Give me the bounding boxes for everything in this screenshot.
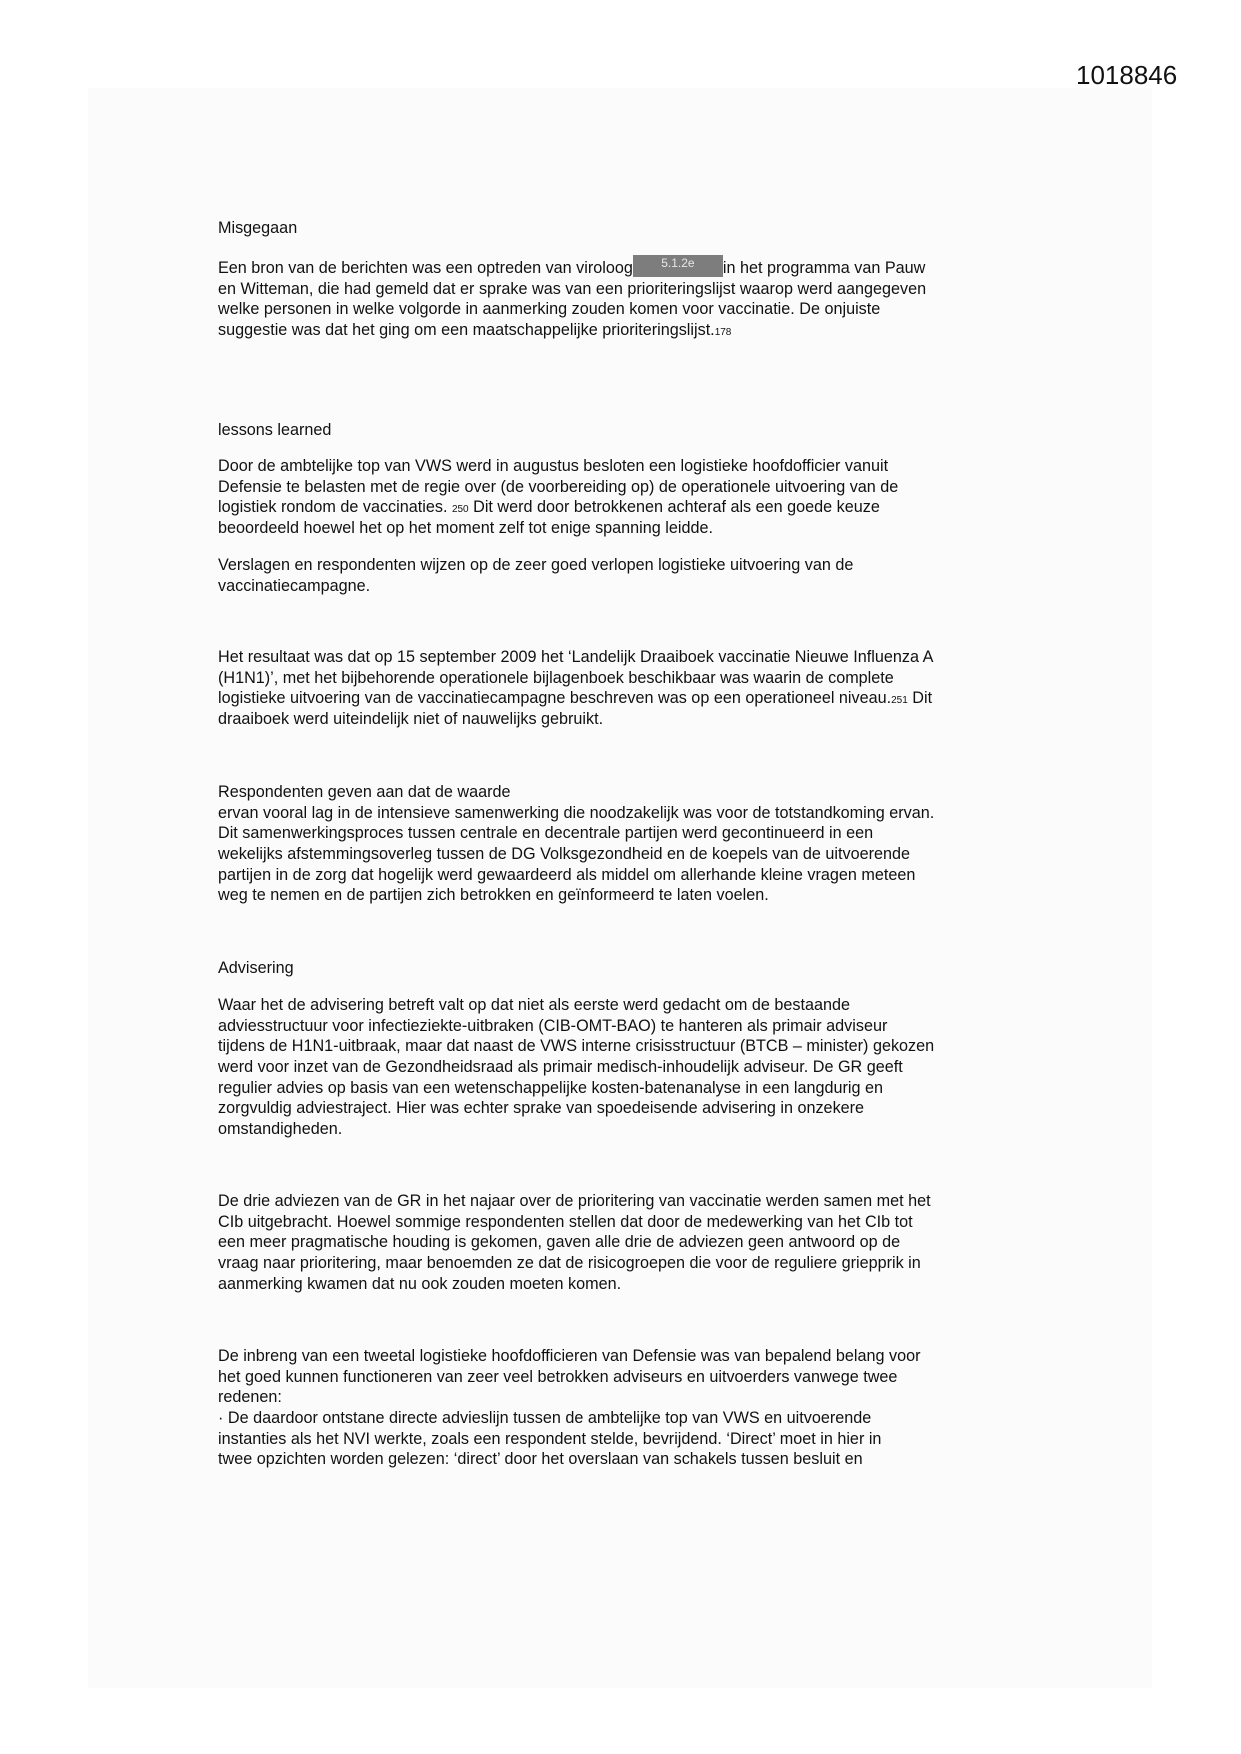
text-line — [218, 420, 1038, 441]
text-segment: Advisering — [218, 959, 294, 977]
text-segment: Dit — [907, 689, 933, 708]
paragraph-verslagen — [218, 555, 1038, 596]
text-segment: Dit samenwerkingsproces tussen centrale en decentrale partijen werd gecontinueerd in een — [218, 824, 874, 843]
text-line — [218, 844, 1038, 865]
text-line — [218, 709, 1038, 730]
footnote-reference: 251 — [891, 695, 908, 707]
text-line — [218, 668, 1038, 689]
text-segment: CIb uitgebracht. Hoewel sommige respondenten stellen dat door de medewerking van het CIb tot — [218, 1212, 913, 1231]
footnote-reference: 178 — [714, 327, 732, 339]
text-line — [218, 1119, 1038, 1140]
text-segment: Defensie te belasten met de regie over (de voorbereiding op) de operationele uitvoering van de — [218, 477, 899, 496]
redaction-box: 5.1.2e — [633, 255, 723, 277]
text-line — [218, 958, 1038, 979]
paragraph-advisering — [218, 995, 1038, 1140]
text-segment: zorgvuldig adviestraject. Hier was echter sprake van spoedeisende advisering in onzekere — [218, 1099, 865, 1118]
text-line — [218, 1408, 1038, 1429]
text-segment: De drie adviezen van de GR in het najaar over de prioritering van vaccinatie werden samen met het — [218, 1192, 931, 1210]
text-line — [218, 995, 1038, 1016]
text-segment: het goed kunnen functioneren van zeer veel betrokken adviseurs en uitvoerders vanwege twee — [218, 1367, 898, 1386]
text-segment: vaccinatiecampagne. — [218, 576, 371, 595]
text-segment: regulier advies op basis van een wetenschappelijke kosten-batenanalyse in een langdurig en — [218, 1078, 884, 1097]
text-line — [218, 258, 1038, 279]
text-line — [218, 1078, 1038, 1099]
text-segment: Door de ambtelijke top van VWS werd in augustus besloten een logistieke hoofdofficier vanuit — [218, 457, 889, 475]
text-line — [218, 497, 1038, 518]
text-segment: partijen in de zorg dat hogelijk werd gewaardeerd als middel om allerhande kleine vragen meteen — [218, 865, 916, 884]
text-line — [218, 1191, 1038, 1212]
text-line — [218, 1098, 1038, 1119]
heading-lessons-learned — [218, 420, 1038, 441]
text-line — [218, 688, 1038, 709]
text-line — [218, 218, 1038, 239]
text-line — [218, 1232, 1038, 1253]
text-line — [218, 1429, 1038, 1450]
text-segment: weg te nemen en de partijen zich betrokken en geïnformeerd te laten voelen. — [218, 886, 769, 905]
text-line — [218, 555, 1038, 576]
text-segment: Waar het de advisering betreft valt op dat niet als eerste werd gedacht om de bestaande — [218, 996, 850, 1014]
text-line — [218, 456, 1038, 477]
text-segment: Een bron van de berichten was een optreden van viroloog — [218, 259, 633, 277]
text-line — [218, 1036, 1038, 1057]
text-segment: Respondenten geven aan dat de waarde — [218, 783, 511, 801]
text-segment: aanmerking kwamen dat nu ook zouden moeten komen. — [218, 1274, 622, 1293]
text-segment: De inbreng van een tweetal logistieke hoofdofficieren van Defensie was van bepalend belang voor — [218, 1347, 921, 1365]
text-segment: ervan vooral lag in de intensieve samenwerking die noodzakelijk was voor de totstandkoming ervan. — [218, 803, 935, 822]
paragraph-ambtelijke-top — [218, 456, 1038, 539]
text-segment: vraag naar prioritering, maar benoemden ze dat de risicogroepen die voor de reguliere griepprik in — [218, 1254, 921, 1273]
text-line — [218, 477, 1038, 498]
text-line — [218, 1057, 1038, 1078]
text-segment: werd voor inzet van de Gezondheidsraad als primair medisch-inhoudelijk adviseur. De GR geeft — [218, 1058, 903, 1077]
text-segment: Verslagen en respondenten wijzen op de zeer goed verlopen logistieke uitvoering van de — [218, 556, 854, 574]
text-line — [218, 279, 1038, 300]
text-segment: logistiek rondom de vaccinaties. — [218, 498, 452, 517]
text-line — [218, 1212, 1038, 1233]
text-segment: (H1N1)’, met het bijbehorende operationele bijlagenboek beschikbaar was waarin de complete — [218, 668, 894, 687]
text-line — [218, 885, 1038, 906]
text-segment: logistieke uitvoering van de vaccinatiecampagne beschreven was op een operationeel niveau. — [218, 689, 892, 708]
text-segment: suggestie was dat het ging om een maatschappelijke prioriteringslijst. — [218, 321, 715, 340]
text-line — [218, 1346, 1038, 1367]
text-line — [218, 1387, 1038, 1408]
text-line — [218, 518, 1038, 539]
text-line — [218, 1449, 1038, 1470]
text-line — [218, 823, 1038, 844]
text-segment: welke personen in welke volgorde in aanmerking zouden komen voor vaccinatie. De onjuiste — [218, 300, 881, 319]
text-line — [218, 1367, 1038, 1388]
text-segment: twee opzichten worden gelezen: ‘direct’ door het overslaan van schakels tussen besluit en — [218, 1450, 863, 1469]
text-segment: draaiboek werd uiteindelijk niet of nauwelijks gebruikt. — [218, 710, 604, 729]
paragraph-drie-adviezen — [218, 1191, 1038, 1294]
text-line — [218, 782, 1038, 803]
footnote-reference: 250 — [451, 504, 469, 516]
text-line — [218, 320, 1038, 341]
text-segment: tijdens de H1N1-uitbraak, maar dat naast de VWS interne crisisstructuur (BTCB – minister) gekozen — [218, 1037, 935, 1056]
text-line — [218, 1274, 1038, 1295]
text-line — [218, 803, 1038, 824]
text-segment: Dit werd door betrokkenen achteraf als een goede keuze — [468, 498, 880, 517]
text-segment: instanties als het NVI werkte, zoals een respondent stelde, bevrijdend. ‘Direct’ moet in hier in — [218, 1429, 882, 1448]
text-segment: adviesstructuur voor infectieziekte-uitbraken (CIB-OMT-BAO) te hanteren als primair adviseur — [218, 1016, 888, 1035]
text-line — [218, 576, 1038, 597]
heading-advisering — [218, 958, 1038, 979]
text-segment: Het resultaat was dat op 15 september 2009 het ‘Landelijk Draaiboek vaccinatie Nieuwe Influenza A — [218, 648, 934, 666]
text-segment: · De daardoor ontstane directe advieslijn tussen de ambtelijke top van VWS en uitvoerende — [218, 1409, 872, 1428]
text-line — [218, 865, 1038, 886]
text-segment: lessons learned — [218, 421, 332, 439]
text-line — [218, 299, 1038, 320]
text-segment: in het programma van Pauw — [722, 259, 926, 277]
paragraph-resultaat — [218, 647, 1038, 730]
text-segment: en Witteman, die had gemeld dat er sprake was van een prioriteringslijst waarop werd aangegeven — [218, 279, 927, 298]
text-segment: een meer pragmatische houding is gekomen, gaven alle drie de adviezen geen antwoord op de — [218, 1233, 901, 1252]
text-segment: beoordeeld hoewel het op het moment zelf tot enige spanning leidde. — [218, 519, 713, 538]
text-segment: redenen: — [218, 1388, 282, 1407]
text-line — [218, 647, 1038, 668]
text-line — [218, 1253, 1038, 1274]
paragraph-bron — [218, 258, 1038, 341]
paragraph-inbreng — [218, 1346, 1038, 1470]
heading-misgegaan — [218, 218, 1038, 239]
paragraph-respondenten — [218, 782, 1038, 906]
text-segment: Misgegaan — [218, 219, 298, 237]
text-segment: wekelijks afstemmingsoverleg tussen de DG Volksgezondheid en de koepels van de uitvoerende — [218, 845, 910, 864]
text-line — [218, 1016, 1038, 1037]
document-number: 1018846 — [1076, 60, 1178, 90]
text-segment: omstandigheden. — [218, 1120, 343, 1139]
